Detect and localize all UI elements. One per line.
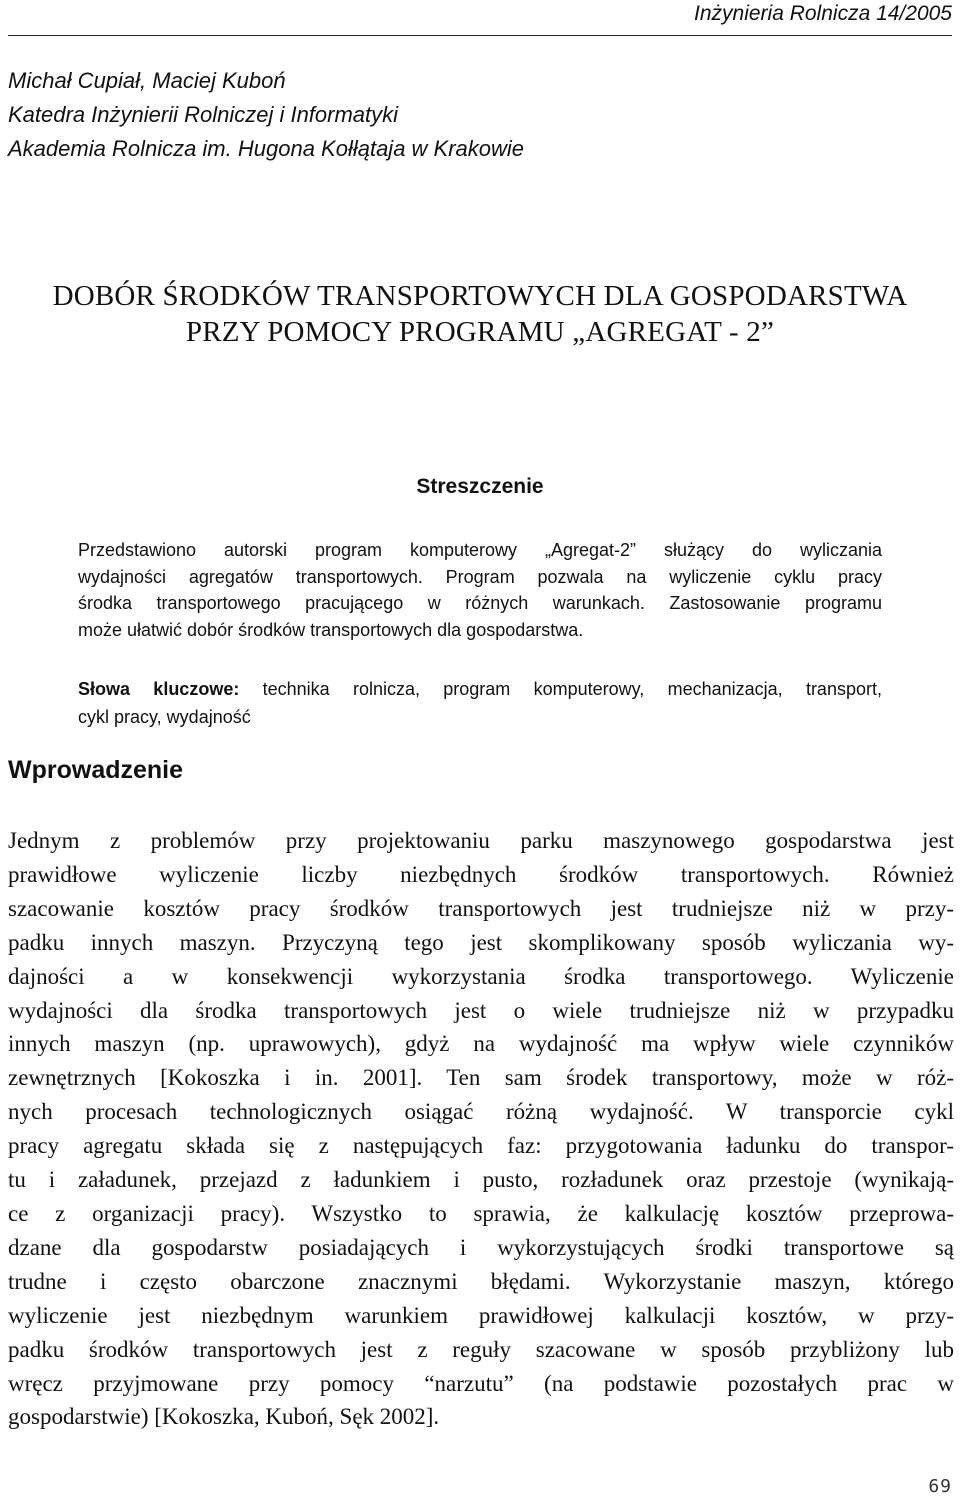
title-line-2: PRZY POMOCY PROGRAMU „AGREGAT - 2”	[185, 316, 775, 348]
university: Akademia Rolnicza im. Hugona Kołłątaja w Krakowie	[8, 136, 525, 161]
page-number: 69	[928, 1476, 952, 1497]
body-line: innych maszyn (np. uprawowych), gdyż na wydajność ma wpływ wiele czynników	[8, 1031, 954, 1057]
body-line: tu i załadunek, przejazd z ładunkiem i pusto, rozładunek oraz przestoje (wynikają-	[8, 1167, 954, 1193]
affiliation-block	[8, 64, 524, 166]
body-line: gospodarstwie) [Kokoszka, Kuboń, Sęk 2002].	[8, 1404, 440, 1430]
abstract-line: wydajności agregatów transportowych. Program pozwala na wyliczenie cyklu pracy	[78, 566, 882, 587]
body-line: prawidłowe wyliczenie liczby niezbędnych środków transportowych. Również	[8, 861, 954, 887]
body-line: wyliczenie jest niezbędnym warunkiem prawidłowej kalkulacji kosztów, w przy-	[8, 1302, 954, 1328]
abstract-line: środka transportowego pracującego w różnych warunkach. Zastosowanie programu	[78, 593, 882, 613]
keywords-block	[78, 675, 882, 731]
keywords-line	[78, 675, 882, 703]
body-line: nych procesach technologicznych osiągać różną wydajność. W transporcie cykl	[8, 1099, 954, 1125]
body-line: trudne i często obarczone znacznymi błędami. Wykorzystanie maszyn, którego	[8, 1268, 954, 1294]
section-body	[8, 824, 954, 1434]
body-line: zewnętrznych [Kokoszka i in. 2001]. Ten sam środek transportowy, może w róż-	[8, 1065, 954, 1091]
abstract-heading: Streszczenie	[416, 475, 544, 498]
section-heading: Wprowadzenie	[8, 756, 184, 784]
body-line: Jednym z problemów przy projektowaniu parku maszynowego gospodarstwa jest	[8, 828, 954, 853]
paper-title	[0, 278, 960, 350]
body-line: dajności a w konsekwencji wykorzystania środka transportowego. Wyliczenie	[8, 963, 954, 989]
department: Katedra Inżynierii Rolniczej i Informatyki	[8, 102, 399, 127]
journal-header: Inżynieria Rolnicza 14/2005	[694, 2, 952, 25]
abstract-line: Przedstawiono autorski program komputerowy „Agregat-2” służący do wyliczania	[78, 540, 882, 560]
body-line: ce z organizacji pracy). Wszystko to sprawia, że kalkulację kosztów przeprowa-	[8, 1200, 954, 1226]
abstract-line: może ułatwić dobór środków transportowych dla gospodarstwa.	[78, 619, 584, 640]
abstract-text	[78, 537, 882, 643]
body-line: pracy agregatu składa się z następujących faz: przygotowania ładunku do transpor-	[8, 1133, 954, 1159]
body-line: padku innych maszyn. Przyczyną tego jest skomplikowany sposób wyliczania wy-	[8, 929, 954, 955]
body-line: padku środków transportowych jest z reguły szacowane w sposób przybliżony lub	[8, 1336, 954, 1362]
keywords-text: technika rolnicza, program komputerowy, mechanizacja, transport,	[262, 679, 882, 699]
title-line-1: DOBÓR ŚRODKÓW TRANSPORTOWYCH DLA GOSPODARSTWA	[52, 280, 908, 312]
header-rule	[8, 35, 952, 36]
body-line: dzane dla gospodarstw posiadających i wykorzystujących środki transportowe są	[8, 1234, 954, 1260]
authors: Michał Cupiał, Maciej Kuboń	[8, 68, 286, 93]
keywords-label: Słowa kluczowe:	[78, 679, 240, 699]
body-line: wręcz przyjmowane przy pomocy “narzutu” (na podstawie pozostałych prac w	[8, 1370, 954, 1396]
body-line: szacowanie kosztów pracy środków transportowych jest trudniejsze niż w przy-	[8, 895, 954, 921]
body-line: wydajności dla środka transportowych jest o wiele trudniejsze niż w przypadku	[8, 997, 954, 1023]
keywords-line: cykl pracy, wydajność	[78, 707, 251, 727]
